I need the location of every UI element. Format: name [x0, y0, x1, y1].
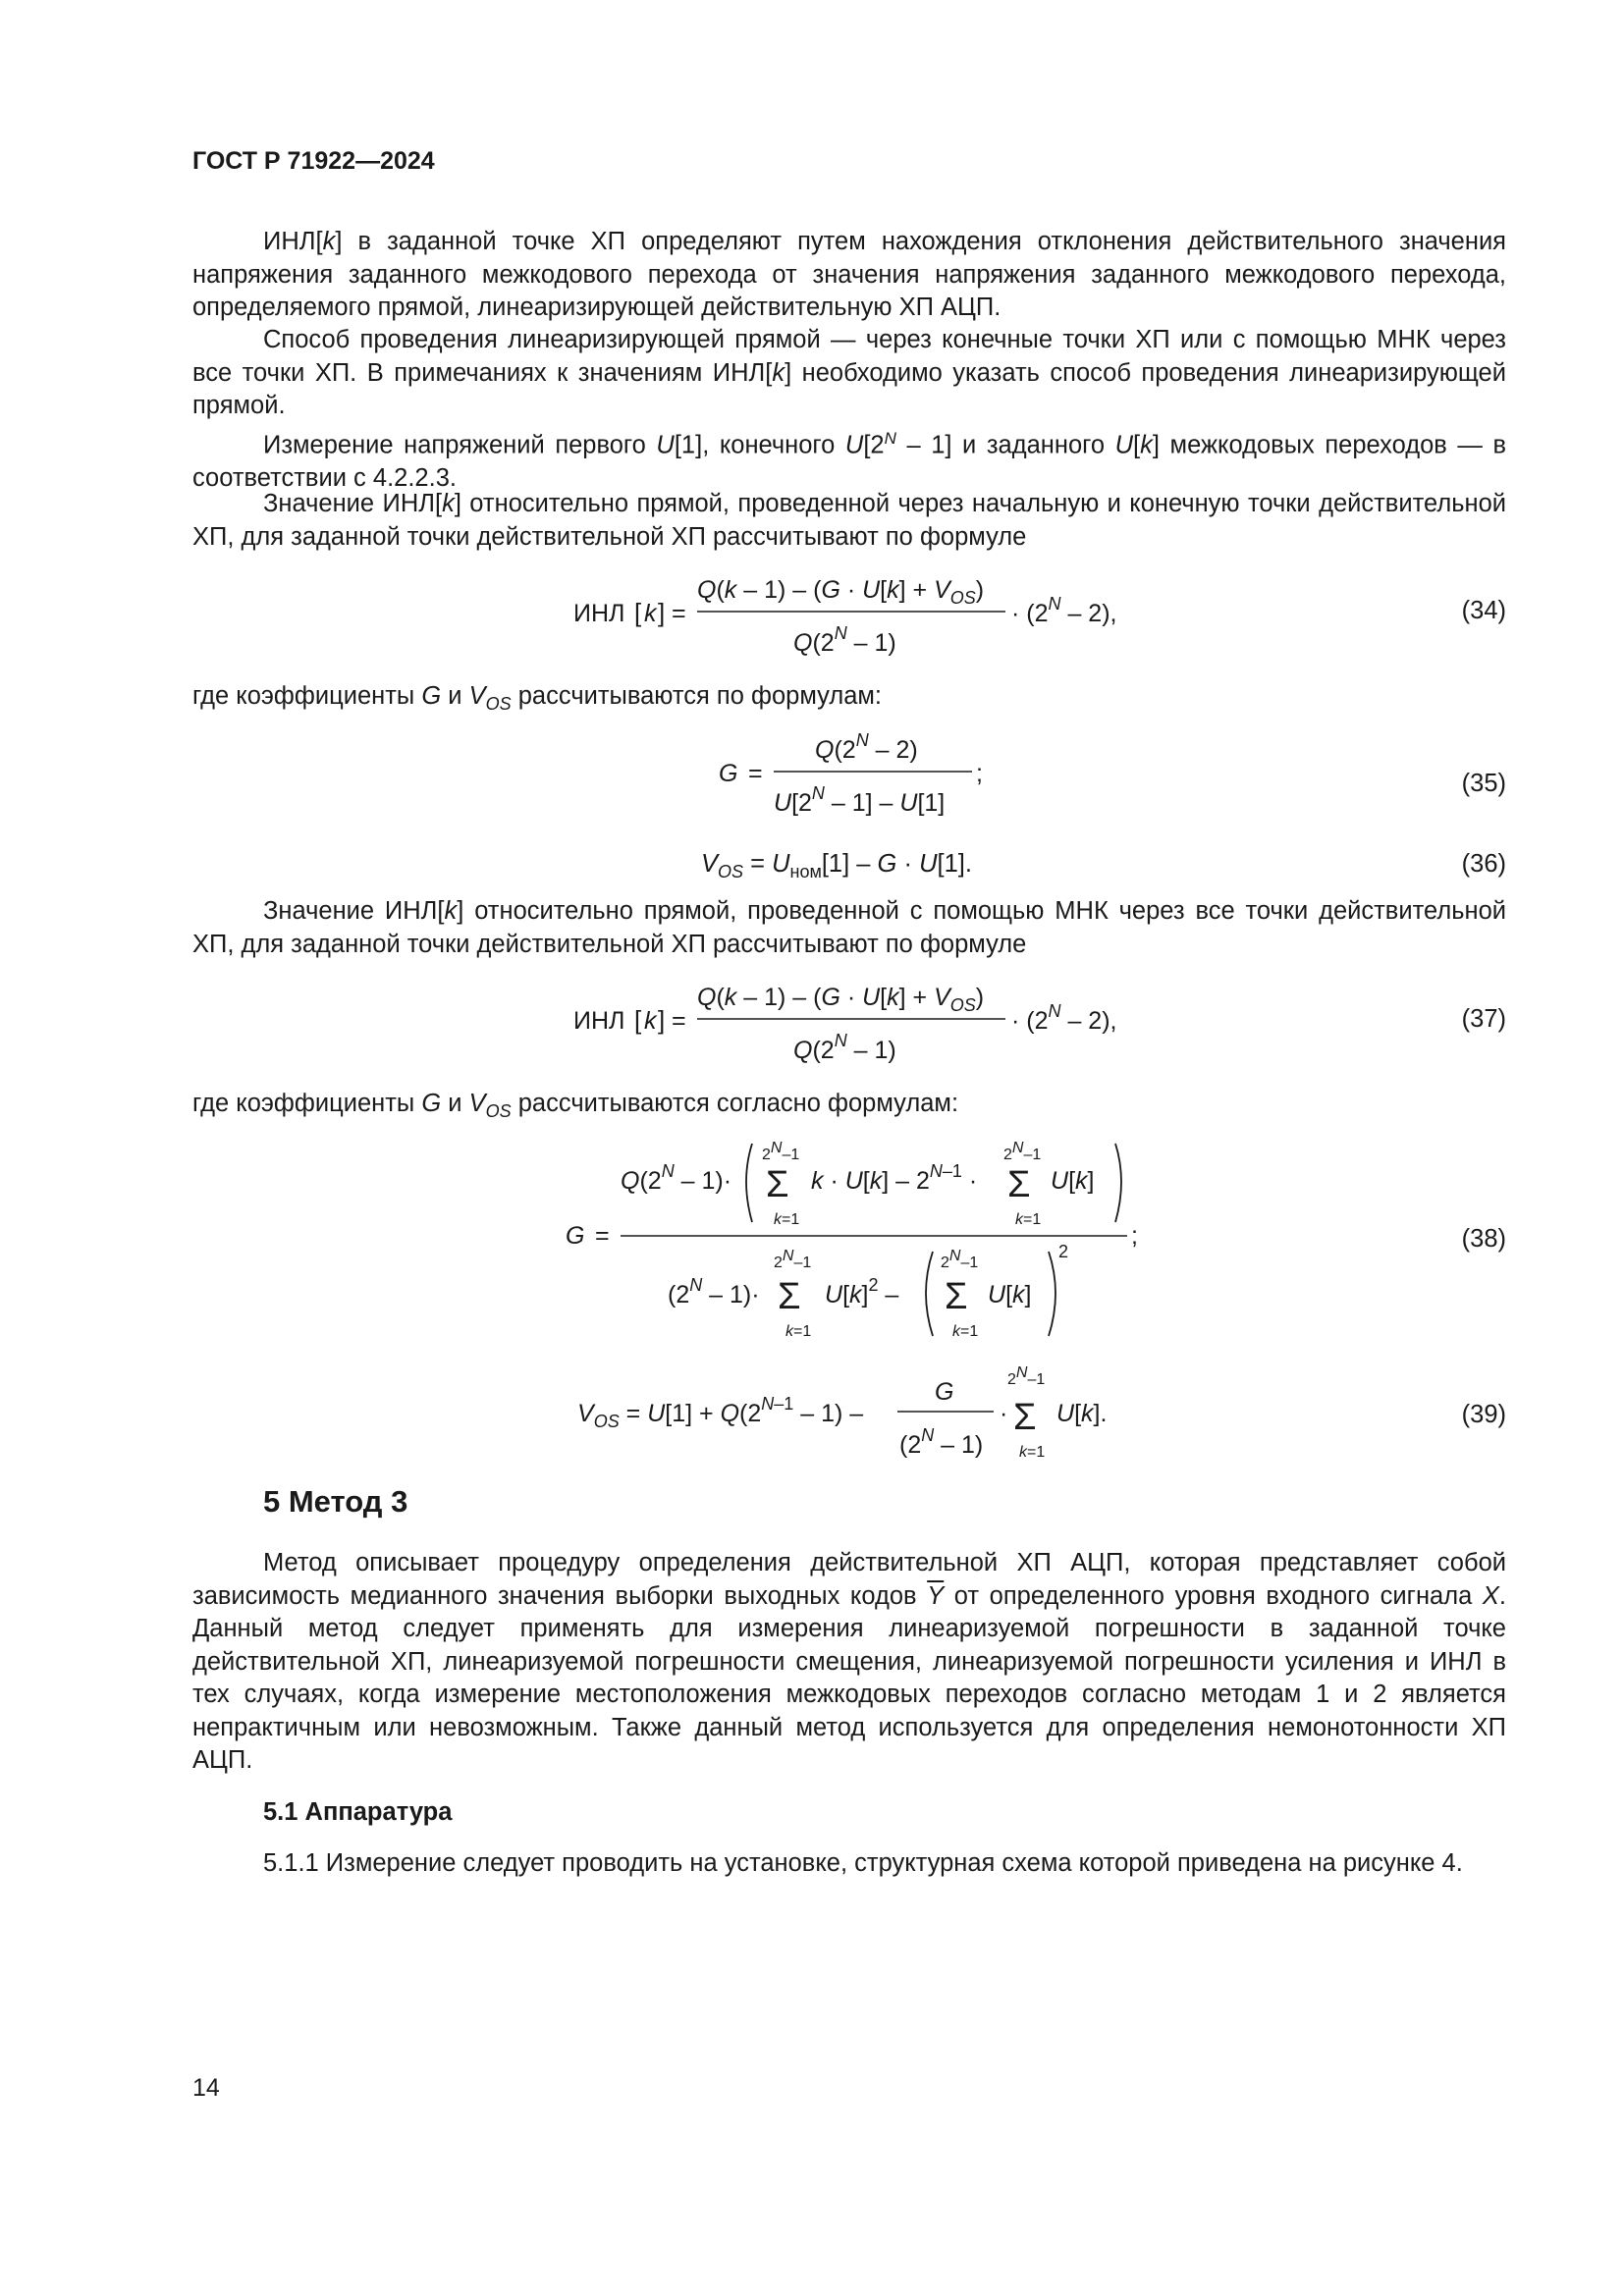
svg-text:· (2N – 2),: · $(2^N - 2)$, [1011, 594, 1117, 627]
svg-text:=: = [672, 1007, 686, 1035]
paragraph-inl-lsm: Значение ИНЛ[k] относительно прямой, проведенной с помощью МНК через все точки действительной ХП, для заданной точки действительной ХП рассчитывают по формуле [192, 897, 1506, 958]
svg-text:U[2N – 1] – U[1]: $U[2^N - 1] - U[1]$ [774, 783, 946, 817]
svg-text:=: = [672, 600, 686, 627]
svg-text:;: ; [976, 760, 983, 787]
paragraph-line-method: Способ проведения линеаризирующей прямой — через конечные точки ХП или с помощью МНК через все точки ХП. В примечаниях к значениям ИНЛ[k] необходимо указать способ проведения линеаризирующей прямой. [192, 326, 1506, 419]
section-heading-method-3: 5 Метод 3 [263, 1484, 408, 1519]
formula-35 [707, 724, 1001, 832]
formula-39 [569, 1362, 1178, 1470]
svg-text:ИНЛ: ИНЛ [573, 1007, 625, 1035]
svg-text:Q(2N – 1): $Q(2^N - 1)$ [793, 1031, 896, 1064]
equation-number-34: (34) [1461, 597, 1506, 624]
svg-text:Σ: Σ [778, 1276, 801, 1317]
svg-text:Q(k – 1) – (G · U[k] + VOS): $Q(k - 1) - (G \cdot U[k] + V_{OS})$ [697, 576, 985, 608]
svg-text:2N–1: 2N–1 [1003, 1140, 1042, 1163]
paragraph-coefficients-intro-1: где коэффициенты G и $V_{OS}$ рассчитываются по формулам: [192, 682, 883, 715]
svg-text:U[k]: U[k] [1051, 1167, 1095, 1195]
paragraph-5-1-1: 5.1.1 Измерение следует проводить на установке, структурная схема которой приведена на рисунке 4. [263, 1849, 1463, 1877]
svg-text:G: G [566, 1222, 585, 1250]
svg-text:U[k].: U[k]. [1056, 1400, 1108, 1427]
svg-text:;: ; [1131, 1222, 1138, 1250]
svg-text:·: · [1000, 1400, 1008, 1427]
formula-34 [560, 564, 1168, 672]
equation-number-36: (36) [1461, 850, 1506, 878]
svg-text:2N–1: 2N–1 [762, 1140, 800, 1163]
svg-text:Q(2N – 1): $Q(2^N - 1)$ [793, 623, 896, 657]
svg-text:G: G [935, 1378, 954, 1406]
equation-number-35: (35) [1461, 770, 1506, 797]
svg-text:2N–1: 2N–1 [941, 1248, 979, 1271]
svg-text:k=1: k=1 [774, 1211, 800, 1228]
svg-text:Σ: Σ [1013, 1397, 1037, 1438]
svg-text:(2N – 1)·: $(2^N - 1)\cdot$ [668, 1275, 760, 1308]
svg-text:ИНЛ: ИНЛ [573, 600, 625, 627]
svg-text:k=1: k=1 [1015, 1211, 1042, 1228]
paragraph-voltage-measurement: Измерение напряжений первого U[1], конечного $U[2^N - 1]$ и заданного U[k] межкодовых переходов — в соответствии с 4.2.2.3. [192, 429, 1506, 492]
svg-text:]: ] [658, 598, 666, 627]
subsection-heading-apparatus: 5.1 Аппаратура [263, 1798, 453, 1826]
svg-text:Q(2N – 2): $Q(2^N - 2)$ [815, 730, 918, 764]
svg-text:k: k [644, 600, 657, 627]
svg-text:k: k [644, 1007, 657, 1035]
svg-text:Σ: Σ [766, 1164, 789, 1205]
formula-38 [560, 1134, 1168, 1355]
svg-text:U[k]2 –: $U[k]^2$ – [825, 1275, 899, 1308]
svg-text:k=1: k=1 [785, 1323, 812, 1340]
svg-text:[: [ [634, 598, 642, 627]
svg-text:=: = [595, 1222, 610, 1250]
document-header: ГОСТ Р 71922—2024 [192, 147, 435, 175]
svg-text:k=1: k=1 [1019, 1444, 1046, 1461]
svg-text:k · U[k] – 2N–1 ·: $k \cdot U[k] - 2^{N-1}$ · [811, 1161, 978, 1195]
svg-text:Q(k – 1) – (G · U[k] + VOS): $Q(k - 1) - (G \cdot U[k] + V_{OS})$ [697, 984, 985, 1015]
paragraph-method-3-description: Метод описывает процедуру определения действительной ХП АЦП, которая представляет собой зависимость медианного значения выборки выходных кодов $\overline{Y}$ от определенного уровня входного сигнала X. Данный метод следует применять для измерения линеаризуемой погрешности в заданной точке действительной ХП, линеаризуемой погрешности смещения, линеаризуемой погрешности усиления и ИНЛ в тех случаях, когда измерение местоположения межкодовых переходов согласно методам 1 и 2 является непрактичным или невозможным. Также данный метод используется для определения немонотонности ХП АЦП. [192, 1549, 1506, 1774]
page-number: 14 [192, 2074, 220, 2102]
svg-text:2N–1: 2N–1 [774, 1248, 812, 1271]
svg-text:· (2N – 2),: · $(2^N - 2)$, [1011, 1001, 1117, 1035]
svg-text:VOS = U[1] + Q(2N–1 – 1) –: $V_{OS} = U[1] + Q(2^{N-1} - 1)$ – [577, 1394, 864, 1431]
svg-text:k=1: k=1 [952, 1323, 979, 1340]
paragraph-inl-endpoints: Значение ИНЛ[k] относительно прямой, проведенной через начальную и конечную точки действительной ХП, для заданной точки действительной ХП рассчитывают по формуле [192, 490, 1506, 551]
svg-text:2N–1: 2N–1 [1007, 1364, 1046, 1388]
paragraph-coefficients-intro-2: где коэффициенты G и $V_{OS}$ рассчитываются согласно формулам: [192, 1090, 959, 1122]
svg-text:[: [ [634, 1005, 642, 1035]
svg-text:Σ: Σ [945, 1276, 968, 1317]
equation-number-39: (39) [1461, 1401, 1506, 1428]
equation-number-38: (38) [1461, 1225, 1506, 1253]
svg-text:]: ] [658, 1005, 666, 1035]
svg-text:G: G [719, 760, 738, 787]
equation-number-37: (37) [1461, 1005, 1506, 1033]
svg-text:=: = [748, 760, 763, 787]
svg-text:Q(2N – 1)·: $Q(2^N - 1)\cdot$ [621, 1161, 732, 1195]
svg-text:U[k]: U[k] [988, 1281, 1032, 1308]
svg-text:Σ: Σ [1007, 1164, 1031, 1205]
formula-37 [560, 972, 1168, 1080]
svg-text:(2N – 1): $(2^N - 1)$ [899, 1425, 984, 1459]
formula-36: $V_{OS} = U_{ном}[1] - G \cdot U[1]$. [701, 850, 972, 882]
paragraph-inl-definition: ИНЛ[k] в заданной точке ХП определяют путем нахождения отклонения действительного значения напряжения заданного межкодового перехода от значения напряжения заданного межкодового перехода, определяемого прямой, линеаризирующей действительную ХП АЦП. [192, 228, 1506, 321]
svg-text:2: 2 [1058, 1242, 1069, 1261]
